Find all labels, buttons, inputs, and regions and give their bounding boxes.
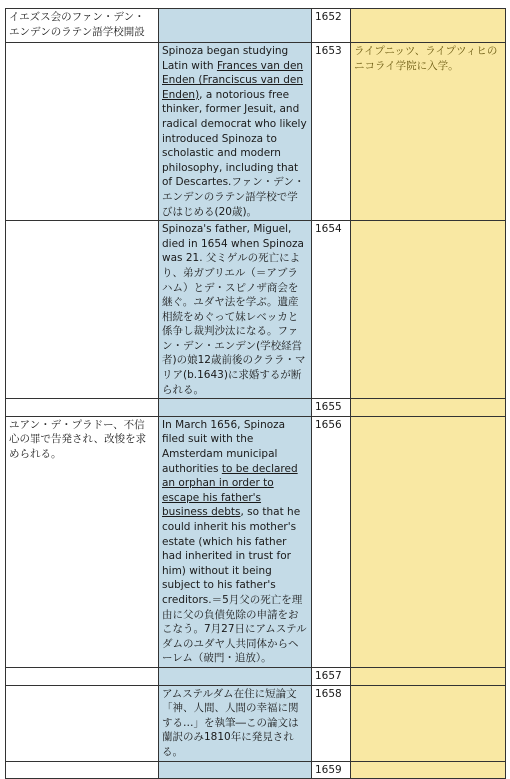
spinoza-text: , so that he could inherit his mother's estate (which his father had inherited in trust for him) without it being subject to his father's creditors.＝5月父の死亡を理由に父の負債免除の申請をおこなう。7月27日にアムステルダムのユダヤ人共同体からヘーレム（破門・追放）。 [162, 506, 307, 665]
spinoza-link[interactable]: to be declared an orphan in order to escape his father's business debts [162, 462, 298, 519]
spinoza-cell: アムステルダム在住に短論文「神、人間、人間の幸福に関する…」を執筆―この論文は蘭訳のみ1810年に発見される。 [159, 685, 312, 761]
table-row [6, 399, 506, 417]
spinoza-cell [159, 43, 312, 221]
other-cell [351, 667, 506, 685]
other-cell [351, 221, 506, 399]
event-cell [6, 667, 159, 685]
event-cell [6, 399, 159, 417]
year-cell: 1653 [312, 43, 351, 221]
event-cell: イエズス会のファン・デン・エンデンのラテン語学校開設 [6, 9, 159, 43]
spinoza-text: , a notorious free thinker, former Jesuit, and radical democrat who likely introduced Spinoza to scholastic and modern philosophy, including that of Descartes.ファン・デン・エンデンのラテン語学校で学びはじめる(20歳)。 [162, 88, 307, 218]
table-row [6, 685, 506, 761]
other-cell: ライプニッツ、ライプツィヒのニコライ学院に入学。 [351, 43, 506, 221]
spinoza-text: In March 1656, Spinoza filed suit with the Amsterdam municipal authorities [162, 418, 286, 475]
year-cell: 1655 [312, 399, 351, 417]
other-cell [351, 9, 506, 43]
other-cell [351, 399, 506, 417]
table-row [6, 761, 506, 779]
spinoza-cell [159, 667, 312, 685]
other-cell [351, 685, 506, 761]
table-row [6, 416, 506, 667]
year-cell: 1659 [312, 761, 351, 779]
spinoza-text: Spinoza began studying Latin with [162, 45, 289, 72]
year-cell: 1656 [312, 416, 351, 667]
timeline-table [5, 8, 506, 779]
spinoza-cell [159, 416, 312, 667]
table-row [6, 43, 506, 221]
table-row [6, 221, 506, 399]
spinoza-cell [159, 761, 312, 779]
event-cell [6, 761, 159, 779]
other-cell [351, 761, 506, 779]
spinoza-link[interactable]: Frances van den Enden (Franciscus van den Enden) [162, 59, 304, 101]
event-cell [6, 43, 159, 221]
year-cell: 1654 [312, 221, 351, 399]
spinoza-cell: Spinoza's father, Miguel, died in 1654 when Spinoza was 21. 父ミゲルの死亡により、弟ガブリエル（＝アブラハム）とデ・スピノザ商会を継ぐ。ユダヤ法を学ぶ。遺産相続をめぐって妹レベッカと係争し裁判沙汰になる。ファン・デン・エンデン(学校経営者)の娘12歳前後のクララ・マリア(b.1643)に求婚するが断られる。 [159, 221, 312, 399]
event-cell [6, 221, 159, 399]
spinoza-cell [159, 399, 312, 417]
event-cell: ユアン・デ・プラドー、不信心の罪で告発され、改悛を求められる。 [6, 416, 159, 667]
table-row [6, 9, 506, 43]
year-cell: 1658 [312, 685, 351, 761]
spinoza-cell [159, 9, 312, 43]
year-cell: 1652 [312, 9, 351, 43]
year-cell: 1657 [312, 667, 351, 685]
other-cell [351, 416, 506, 667]
event-cell [6, 685, 159, 761]
table-row [6, 667, 506, 685]
